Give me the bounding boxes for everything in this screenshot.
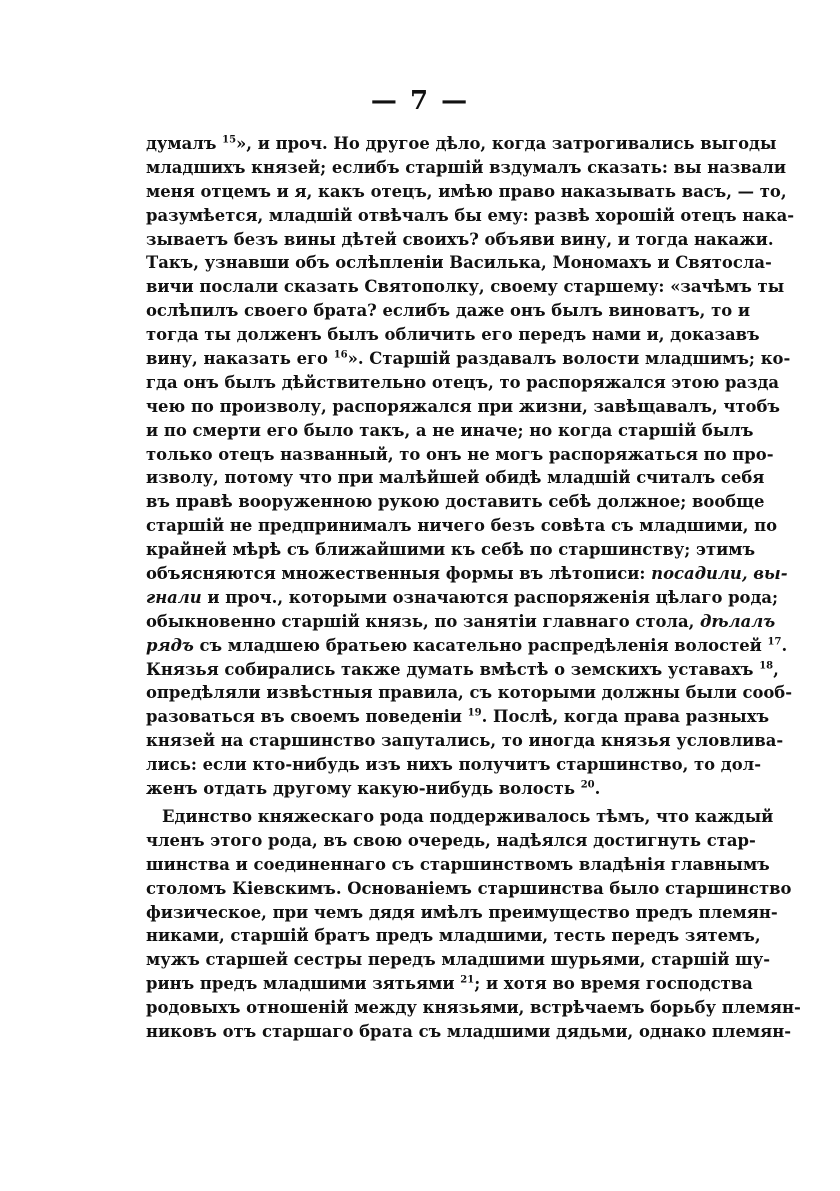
text-line <box>146 299 751 323</box>
text-segment: въ правѣ вооруженною рукою доставить себѣ должное; вообще <box>146 492 765 512</box>
text-segment: членъ этого рода, въ свою очередь, надѣялся достигнуть стар- <box>146 830 756 850</box>
text-segment: Единство княжескаго рода поддерживалось тѣмъ, что каждый <box>162 806 774 826</box>
text-line <box>146 924 761 948</box>
text-segment: родовыхъ отношеній между князьями, встрѣчаемъ борьбу племян- <box>146 998 801 1018</box>
text-line <box>146 705 770 729</box>
footnote-marker: 20 <box>580 779 595 791</box>
text-segment: , <box>773 659 779 679</box>
text-segment: изволу, потому что при малѣйшей обидѣ младшій считалъ себя <box>146 468 765 488</box>
italic-text: гнали <box>146 587 202 607</box>
text-segment: только отецъ названный, то онъ не могъ распоряжаться по про- <box>146 444 774 464</box>
footnote-marker: 17 <box>767 636 782 648</box>
text-line <box>146 586 779 610</box>
text-segment: и проч., которыми означаются распоряженія цѣлаго рода; <box>201 587 779 607</box>
text-segment: гда онъ былъ дѣйствительно отецъ, то распоряжался этою разда <box>146 372 780 392</box>
text-line <box>146 251 772 275</box>
text-segment: . <box>781 635 788 655</box>
text-segment: и по смерти его было такъ, а не иначе; но когда старшій былъ <box>146 420 754 440</box>
text-segment: тогда ты долженъ былъ обличить его передъ нами и, доказавъ <box>146 325 760 345</box>
text-line <box>146 634 788 658</box>
text-line <box>146 805 774 829</box>
text-line <box>146 156 787 180</box>
italic-text: рядъ <box>146 635 194 655</box>
text-line <box>146 228 774 252</box>
text-segment: ринъ предъ младшими зятьями <box>146 974 461 994</box>
text-line <box>146 853 770 877</box>
text-line <box>146 275 785 299</box>
text-line <box>146 514 778 538</box>
text-line <box>146 901 778 925</box>
text-line <box>146 371 780 395</box>
text-line <box>146 877 792 901</box>
text-line <box>146 777 740 801</box>
body-text <box>146 132 801 1044</box>
text-segment: съ младшею братьею касательно распредѣленія волостей <box>193 635 768 655</box>
text-line <box>146 610 776 634</box>
text-line <box>146 562 788 586</box>
text-segment: шинства и соединеннаго съ старшинствомъ владѣнія главнымъ <box>146 854 770 874</box>
text-segment: разумѣется, младшій отвѣчалъ бы ему: развѣ хорошій отецъ нака- <box>146 205 795 225</box>
italic-text: дѣлалъ <box>700 611 776 631</box>
footnote-marker: 21 <box>460 974 475 986</box>
text-line <box>146 996 801 1020</box>
footnote-marker: 18 <box>759 660 774 672</box>
text-line <box>146 204 795 228</box>
paragraph <box>146 801 801 1044</box>
text-segment: вичи послали сказать Святополку, своему старшему: «зачѣмъ ты <box>146 277 785 297</box>
text-segment: зываетъ безъ вины дѣтей своихъ? объяви вину, и тогда накажи. <box>146 229 774 249</box>
text-segment: думалъ <box>146 134 223 153</box>
text-line <box>146 729 784 753</box>
text-line <box>146 347 791 371</box>
footnote-marker: 19 <box>467 707 482 719</box>
text-segment: никами, старшій братъ предъ младшими, тесть передъ зятемъ, <box>146 926 761 946</box>
text-segment: ослѣпилъ своего брата? еслибъ даже онъ былъ виноватъ, то и <box>146 301 751 321</box>
text-line <box>146 466 765 490</box>
text-line <box>146 395 780 419</box>
italic-text: посадили, вы- <box>651 564 788 584</box>
text-line <box>146 323 760 347</box>
text-line <box>146 948 770 972</box>
footnote-marker: 16 <box>333 349 348 361</box>
footnote-marker: 15 <box>222 134 237 146</box>
text-segment: . <box>594 779 601 799</box>
text-segment: объясняются множественныя формы въ лѣтописи: <box>146 564 652 584</box>
text-segment: вину, наказать его <box>146 349 334 369</box>
text-segment: ; и хотя во время господства <box>474 974 753 994</box>
text-segment: Такъ, узнавши объ ослѣпленіи Василька, Мономахъ и Святосла- <box>146 253 772 273</box>
text-line <box>146 658 779 682</box>
text-segment: никовъ отъ старшаго брата съ младшими дядьми, однако племян- <box>146 1021 792 1041</box>
text-line <box>146 972 753 996</box>
text-segment: мужъ старшей сестры передъ младшими шурьями, старшій шу- <box>146 950 770 970</box>
text-segment: обыкновенно старшій князь, по занятіи главнаго стола, <box>146 611 701 631</box>
text-segment: », и проч. Но другое дѣло, когда затрогивались выгоды <box>236 134 777 153</box>
text-segment: лись: если кто-нибудь изъ нихъ получитъ старшинство, то дол- <box>146 755 762 775</box>
text-line <box>146 1020 792 1044</box>
text-line <box>146 753 762 777</box>
text-line <box>146 443 774 467</box>
text-segment: меня отцемъ и я, какъ отецъ, имѣю право наказывать васъ, — то, <box>146 181 787 201</box>
text-segment: чею по произволу, распоряжался при жизни, завѣщавалъ, чтобъ <box>146 396 780 416</box>
text-segment: женъ отдать другому какую-нибудь волость <box>146 779 581 799</box>
text-line <box>146 180 787 204</box>
text-line <box>146 132 777 156</box>
text-segment: разоваться въ своемъ поведеніи <box>146 707 468 727</box>
text-segment: столомъ Кіевскимъ. Основаніемъ старшинства было старшинство <box>146 878 792 898</box>
text-segment: младшихъ князей; еслибъ старшій вздумалъ сказать: вы назвали <box>146 157 787 177</box>
text-line <box>146 829 756 853</box>
text-segment: опредѣляли извѣстныя правила, съ которыми должны были сооб- <box>146 683 793 703</box>
text-segment: . Послѣ, когда права разныхъ <box>481 707 770 727</box>
text-segment: старшій не предпринималъ ничего безъ совѣта съ младшими, по <box>146 516 778 536</box>
text-line <box>146 681 793 705</box>
page-number: — 7 — <box>370 86 470 116</box>
text-segment: физическое, при чемъ дядя имѣлъ преимущество предъ племян- <box>146 902 778 922</box>
text-line <box>146 490 765 514</box>
text-line <box>146 538 756 562</box>
text-segment: князей на старшинство запутались, то иногда князья условлива- <box>146 731 784 751</box>
text-segment: ». Старшій раздавалъ волости младшимъ; ко- <box>347 349 791 369</box>
text-segment: Князья собирались также думать вмѣстѣ о земскихъ уставахъ <box>146 659 760 679</box>
paragraph <box>146 132 795 801</box>
text-line <box>146 419 754 443</box>
text-segment: крайней мѣрѣ съ ближайшими къ себѣ по старшинству; этимъ <box>146 540 756 560</box>
